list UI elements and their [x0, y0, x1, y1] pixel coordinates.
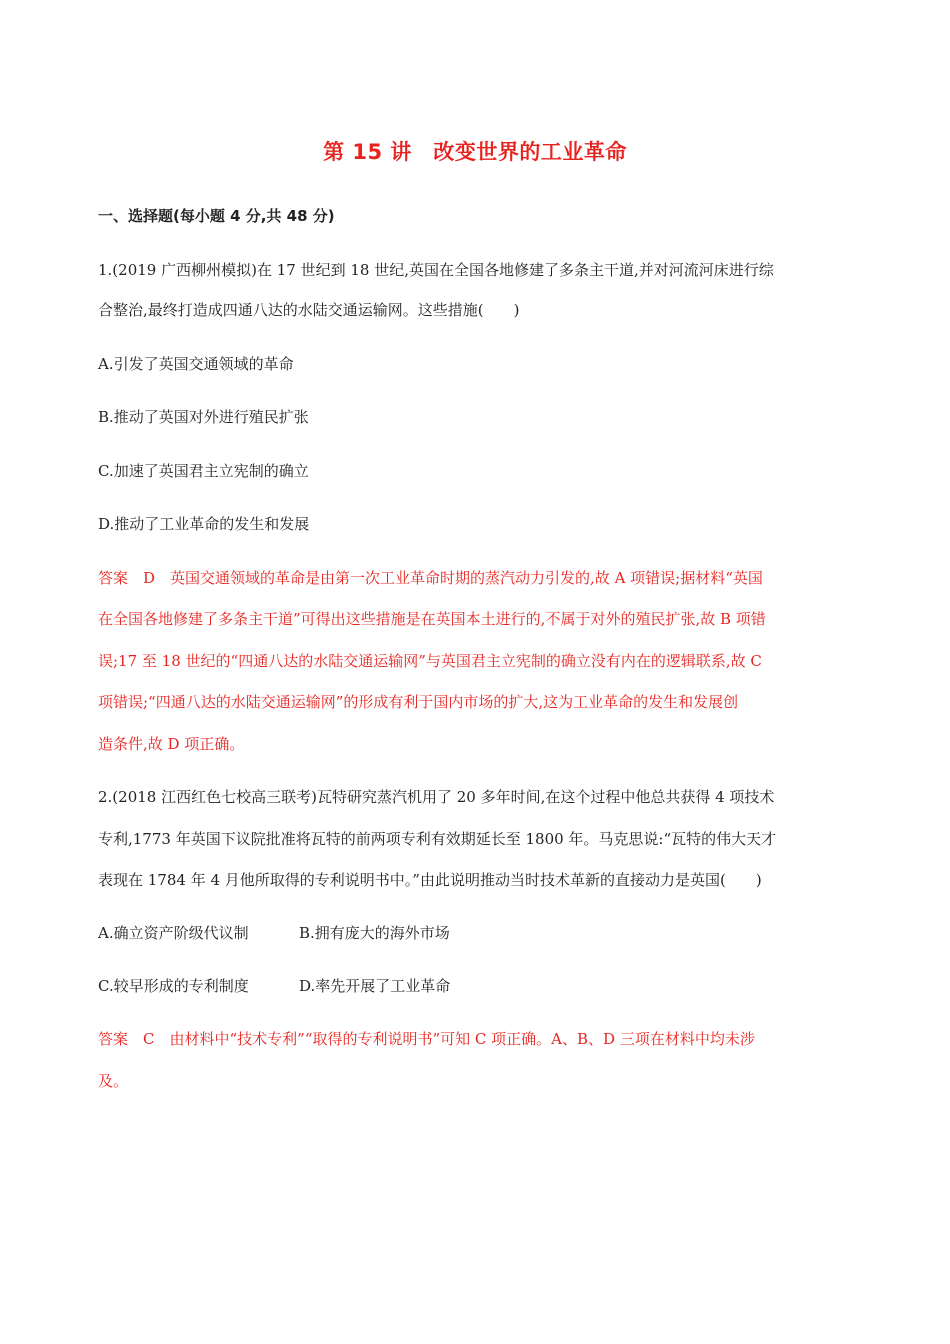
q1-answer-line: 造条件,故 D 项正确。 — [98, 735, 245, 753]
q1-answer-line: 项错误;“四通八达的水陆交通运输网”的形成有利于国内市场的扩大,这为工业革命的发生和发展创 — [98, 693, 739, 711]
q2-option-d: D.率先开展了工业革命 — [299, 977, 451, 995]
q2-stem-line: 表现在 1784 年 4 月他所取得的专利说明书中。”由此说明推动当时技术革新的直接动力是英国( ) — [98, 871, 762, 889]
q1-stem-line: 合整治,最终打造成四通八达的水陆交通运输网。这些措施( ) — [98, 301, 520, 319]
lesson-title: 第 15 讲 改变世界的工业革命 — [323, 140, 627, 164]
q1-option-b: B.推动了英国对外进行殖民扩张 — [98, 408, 309, 426]
q1-answer-line: 在全国各地修建了多条主干道”可得出这些措施是在英国本土进行的,不属于对外的殖民扩张,故 B 项错 — [98, 610, 766, 628]
q1-answer-line: 误;17 至 18 世纪的“四通八达的水陆交通运输网”与英国君主立宪制的确立没有内在的逻辑联系,故 C — [98, 652, 762, 670]
q2-option-row — [98, 922, 249, 944]
q1-option-a: A.引发了英国交通领域的革命 — [98, 355, 294, 373]
q2-option-b: B.拥有庞大的海外市场 — [299, 924, 450, 942]
q2-option-a: A.确立资产阶级代议制 — [98, 924, 249, 942]
q1-answer-line: 答案 D 英国交通领域的革命是由第一次工业革命时期的蒸汽动力引发的,故 A 项错误;据材料“英国 — [98, 569, 763, 587]
q2-stem-line: 专利,1773 年英国下议院批准将瓦特的前两项专利有效期延长至 1800 年。马克思说:“瓦特的伟大天才 — [98, 830, 777, 848]
q2-option-c: C.较早形成的专利制度 — [98, 977, 249, 995]
q1-stem-line: 1.(2019 广西柳州模拟)在 17 世纪到 18 世纪,英国在全国各地修建了多条主干道,并对河流河床进行综 — [98, 261, 774, 279]
section-heading: 一、选择题(每小题 4 分,共 48 分) — [98, 207, 335, 225]
q2-answer-line: 答案 C 由材料中“技术专利”“取得的专利说明书”可知 C 项正确。A、B、D 三项在材料中均未涉 — [98, 1030, 755, 1048]
q2-stem-line: 2.(2018 江西红色七校高三联考)瓦特研究蒸汽机用了 20 多年时间,在这个过程中他总共获得 4 项技术 — [98, 788, 775, 806]
q1-option-c: C.加速了英国君主立宪制的确立 — [98, 462, 309, 480]
q1-option-d: D.推动了工业革命的发生和发展 — [98, 515, 310, 533]
q2-answer-line: 及。 — [98, 1072, 129, 1090]
